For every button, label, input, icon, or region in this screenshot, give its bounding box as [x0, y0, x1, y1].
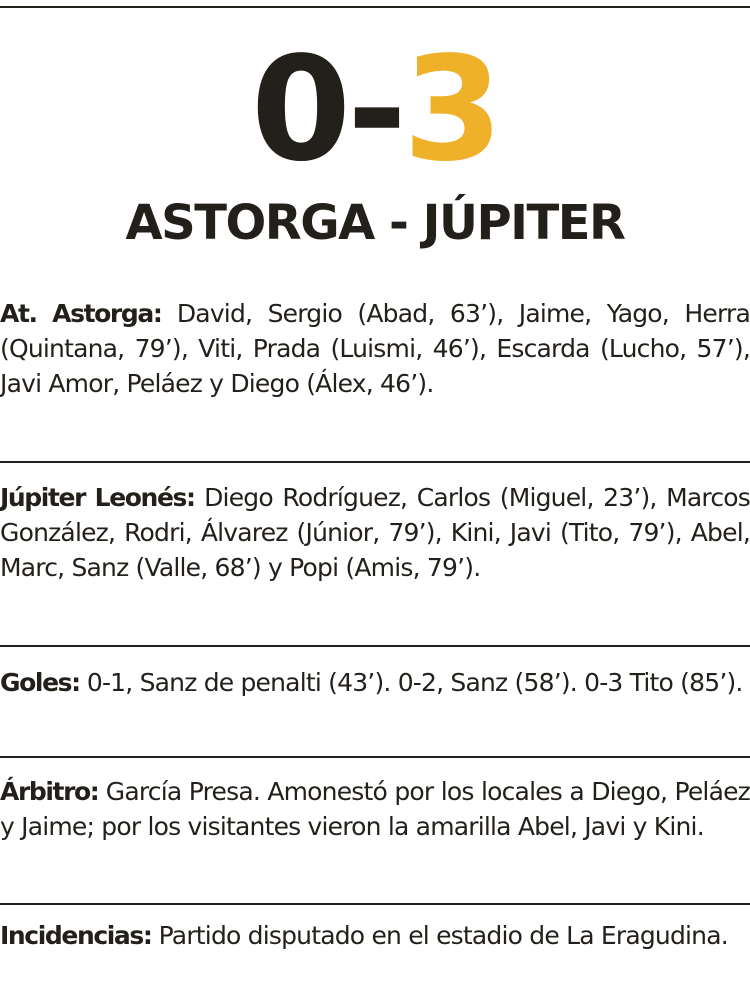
section-label: Incidencias: — [0, 921, 152, 950]
section-text: 0-1, Sanz de penalti (43’). 0-2, Sanz (58’). 0-3 Tito (85’). — [86, 668, 743, 697]
section-label: Júpiter Leonés: — [0, 483, 195, 512]
section-divider — [0, 461, 750, 463]
top-divider — [0, 6, 750, 8]
section-text: David, Sergio (Abad, 63’), Jaime, Yago, Herra (Quintana, 79’), Viti, Prada (Luismi, 46’), Escarda (Lucho, 57’), Javi Amor, Peláez y Diego (Álex, 46’). — [0, 299, 750, 398]
section-text: Partido disputado en el estadio de La Eragudina. — [158, 921, 728, 950]
home-score: 0 — [250, 25, 348, 193]
incidents — [0, 918, 750, 953]
lineup-home — [0, 296, 750, 401]
match-score — [0, 25, 750, 193]
referee — [0, 774, 750, 844]
score-separator: - — [347, 25, 403, 193]
lineup-away — [0, 480, 750, 585]
section-label: At. Astorga: — [0, 299, 162, 328]
teams-heading: ASTORGA - JÚPITER — [125, 195, 625, 251]
section-divider — [0, 756, 750, 758]
section-divider — [0, 645, 750, 647]
section-text: Diego Rodríguez, Carlos (Miguel, 23’), Marcos González, Rodri, Álvarez (Júnior, 79’), Kini, Javi (Tito, 79’), Abel, Marc, Sanz (Valle, 68’) y Popi (Amis, 79’). — [0, 483, 750, 582]
goals — [0, 665, 750, 700]
section-label: Goles: — [0, 668, 80, 697]
section-divider — [0, 903, 750, 905]
section-label: Árbitro: — [0, 777, 99, 806]
section-text: García Presa. Amonestó por los locales a Diego, Peláez y Jaime; por los visitantes vieron la amarilla Abel, Javi y Kini. — [0, 777, 750, 841]
away-score: 3 — [402, 25, 500, 193]
